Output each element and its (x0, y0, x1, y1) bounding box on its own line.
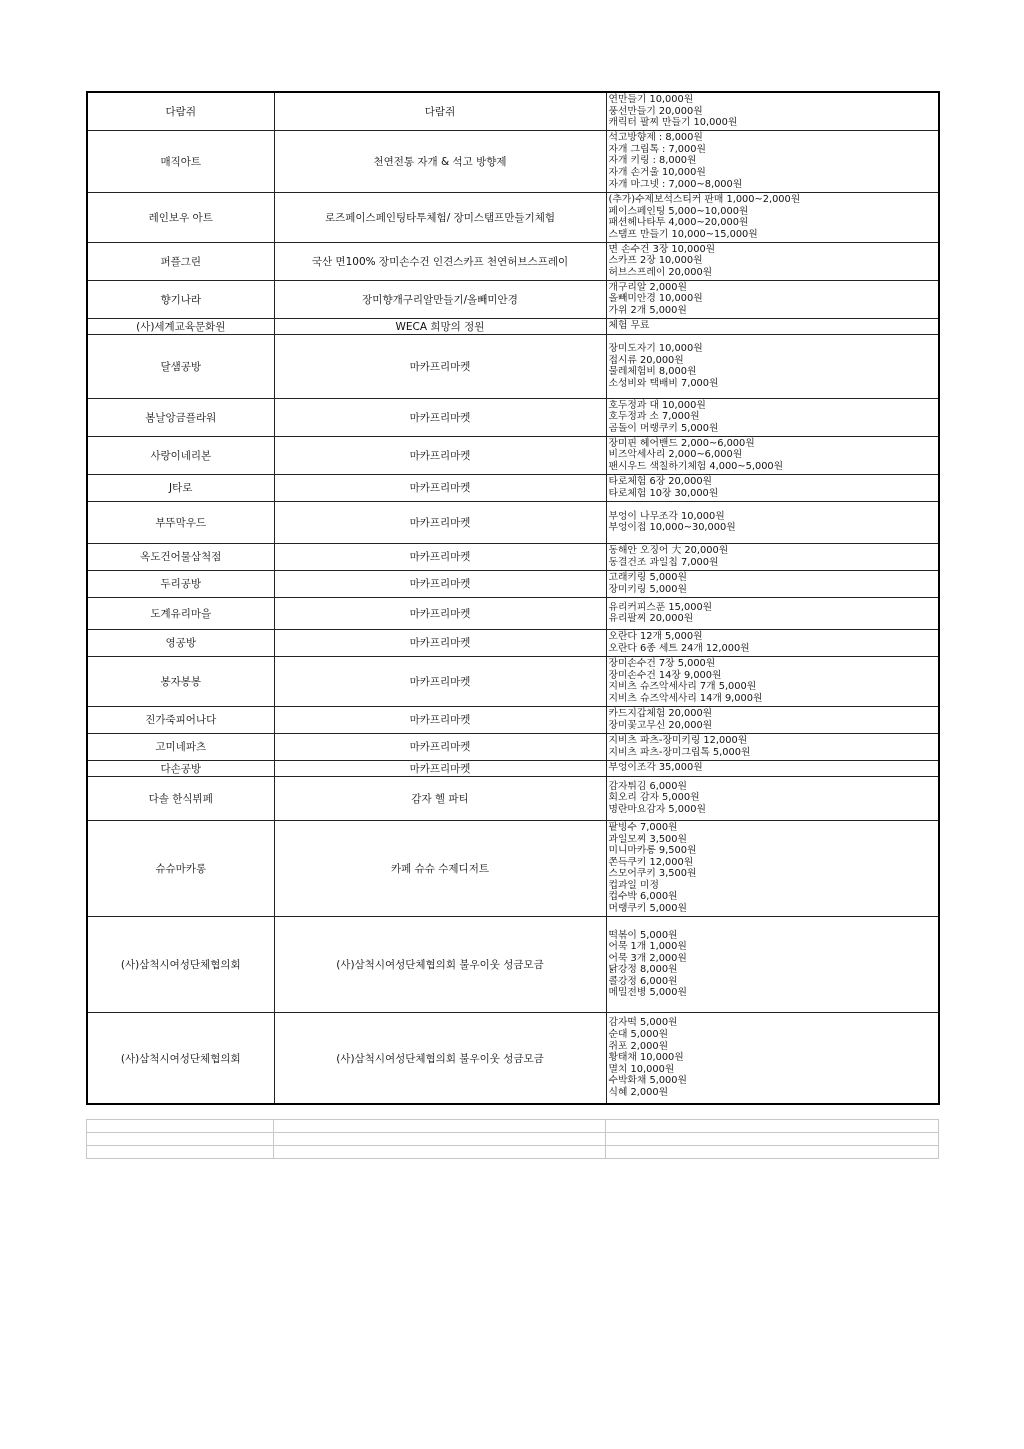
table-row (87, 597, 939, 629)
price-item: 부엉이조각 35,000원 (608, 762, 703, 774)
price-item: 동해안 오징어 大 20,000원 (608, 545, 729, 557)
program-cell: 마카프리마켓 (274, 398, 606, 436)
table-row (87, 820, 939, 916)
table-row (87, 474, 939, 501)
empty-cell (87, 1120, 274, 1133)
empty-row (87, 1133, 939, 1146)
organization-cell: 봉자봉봉 (87, 656, 274, 706)
organization-cell: 봄날앙금플라워 (87, 398, 274, 436)
price-item: 메밀전병 5,000원 (608, 987, 687, 999)
price-item: 소성비와 택배비 7,000원 (608, 377, 719, 389)
price-item: 장미키링 5,000원 (608, 583, 687, 595)
price-item: 물레체험비 8,000원 (608, 366, 697, 378)
price-item: 쥐포 2,000원 (608, 1040, 669, 1052)
price-item: 타로체험 6장 20,000원 (608, 476, 713, 488)
table-row (87, 760, 939, 776)
program-cell: 마카프리마켓 (274, 570, 606, 597)
organization-cell: 다람쥐 (87, 92, 274, 130)
price-item: 수박화채 5,000원 (608, 1075, 687, 1087)
empty-cell (274, 1146, 606, 1159)
program-cell: 마카프리마켓 (274, 501, 606, 543)
organization-cell: (사)삼척시여성단체협의회 (87, 1012, 274, 1104)
price-item: 개구리알 2,000원 (608, 281, 687, 293)
program-cell: 마카프리마켓 (274, 543, 606, 570)
price-item: 팬시우드 색칠하기체험 4,000~5,000원 (608, 461, 784, 473)
organization-cell: 레인보우 아트 (87, 192, 274, 242)
price-item: 가위 2개 5,000원 (608, 305, 687, 317)
organization-cell: 도계유리마을 (87, 597, 274, 629)
price-item: 닭강정 8,000원 (608, 964, 678, 976)
price-list-cell (606, 436, 939, 474)
program-cell: (사)삼척시여성단체협의회 불우이웃 성금모금 (274, 1012, 606, 1104)
organization-cell: 사랑이네리본 (87, 436, 274, 474)
price-item: 머랭쿠키 5,000원 (608, 903, 687, 915)
program-cell: 마카프리마켓 (274, 334, 606, 398)
price-item: 올빼미안경 10,000원 (608, 293, 703, 305)
price-item: 장미꽃고무신 20,000원 (608, 719, 713, 731)
program-cell: 마카프리마켓 (274, 597, 606, 629)
program-cell: 마카프리마켓 (274, 629, 606, 656)
price-list-cell (606, 501, 939, 543)
table-row (87, 501, 939, 543)
price-item: 오란다 12개 5,000원 (608, 631, 703, 643)
price-item: 감자떡 5,000원 (608, 1017, 678, 1029)
empty-cell (606, 1146, 939, 1159)
table-row (87, 280, 939, 318)
price-item: 지비츠 슈즈악세사리 14개 9,000원 (608, 692, 763, 704)
price-item: 지비츠 슈즈악세사리 7개 5,000원 (608, 681, 757, 693)
price-item: 타로체험 10장 30,000원 (608, 487, 719, 499)
empty-cell (87, 1133, 274, 1146)
price-list-cell (606, 130, 939, 192)
price-item: 미니마카롱 9,500원 (608, 845, 697, 857)
program-cell: 마카프리마켓 (274, 436, 606, 474)
table-row (87, 570, 939, 597)
table-row (87, 543, 939, 570)
price-list-cell (606, 776, 939, 820)
price-item: 어묵 3개 2,000원 (608, 952, 687, 964)
table-row (87, 656, 939, 706)
price-item: 패션헤나타투 4,000~20,000원 (608, 217, 749, 229)
price-list-cell (606, 192, 939, 242)
table-row (87, 629, 939, 656)
empty-rows (86, 1119, 939, 1159)
empty-row (87, 1120, 939, 1133)
table-row (87, 242, 939, 280)
price-list-cell (606, 242, 939, 280)
price-item: 스모어쿠키 3,500원 (608, 868, 697, 880)
price-item: (추가)수제보석스티커 판매 1,000~2,000원 (608, 194, 801, 206)
price-item: 허브스프레이 20,000원 (608, 267, 713, 279)
price-item: 지비츠 파츠-장미키링 12,000원 (608, 735, 748, 747)
organization-cell: 두리공방 (87, 570, 274, 597)
price-item: 스카프 2장 10,000원 (608, 255, 703, 267)
price-item: 회오리 감자 5,000원 (608, 792, 700, 804)
price-item: 자개 손거울 10,000원 (608, 167, 706, 179)
price-list-cell (606, 733, 939, 760)
program-cell: 다람쥐 (274, 92, 606, 130)
price-item: 유리팔찌 20,000원 (608, 613, 694, 625)
organization-cell: J타로 (87, 474, 274, 501)
table-row (87, 334, 939, 398)
price-item: 체험 무료 (608, 320, 650, 332)
program-cell: (사)삼척시여성단체협의회 불우이웃 성금모금 (274, 916, 606, 1012)
price-item: 동결건조 과일칩 7,000원 (608, 556, 719, 568)
price-item: 카드지갑체험 20,000원 (608, 708, 713, 720)
price-list-cell (606, 656, 939, 706)
table-row (87, 776, 939, 820)
price-item: 스탬프 만들기 10,000~15,000원 (608, 228, 758, 240)
program-cell: 장미향개구리알만들기/올빼미안경 (274, 280, 606, 318)
empty-cell (274, 1133, 606, 1146)
price-list-cell (606, 474, 939, 501)
price-list-cell (606, 280, 939, 318)
organization-cell: 다손공방 (87, 760, 274, 776)
program-cell: 마카프리마켓 (274, 733, 606, 760)
price-item: 유리커피스푼 15,000원 (608, 601, 713, 613)
table-row (87, 318, 939, 334)
price-list-cell (606, 318, 939, 334)
price-item: 페이스페인팅 5,000~10,000원 (608, 205, 749, 217)
price-item: 순대 5,000원 (608, 1029, 669, 1041)
organization-cell: 향기나라 (87, 280, 274, 318)
price-item: 곰돌이 머랭쿠키 5,000원 (608, 423, 719, 435)
price-item: 장미손수건 7장 5,000원 (608, 658, 716, 670)
price-item: 풍선만들기 20,000원 (608, 105, 703, 117)
table-row (87, 436, 939, 474)
price-item: 호두정과 대 10,000원 (608, 399, 706, 411)
program-cell: 로즈페이스페인팅타투체험/ 장미스탬프만들기체험 (274, 192, 606, 242)
price-list-cell (606, 597, 939, 629)
price-item: 콜강정 6,000원 (608, 975, 678, 987)
price-item: 식혜 2,000원 (608, 1087, 669, 1099)
price-item: 고래키링 5,000원 (608, 572, 687, 584)
price-list-cell (606, 629, 939, 656)
organization-cell: 달샘공방 (87, 334, 274, 398)
price-list-cell (606, 1012, 939, 1104)
price-list-cell (606, 570, 939, 597)
price-item: 팥빙수 7,000원 (608, 821, 678, 833)
organization-cell: 진가죽피어나다 (87, 706, 274, 733)
organization-cell: 영공방 (87, 629, 274, 656)
price-item: 장미핀 헤어밴드 2,000~6,000원 (608, 437, 755, 449)
table-row (87, 92, 939, 130)
price-item: 쫀득쿠키 12,000원 (608, 856, 694, 868)
price-item: 장미도자기 10,000원 (608, 343, 703, 355)
empty-cell (606, 1120, 939, 1133)
price-item: 떡볶이 5,000원 (608, 929, 678, 941)
price-item: 캐릭터 팔찌 만들기 10,000원 (608, 117, 738, 129)
empty-row (87, 1146, 939, 1159)
program-cell: 마카프리마켓 (274, 706, 606, 733)
price-item: 호두정과 소 7,000원 (608, 411, 700, 423)
price-item: 면 손수건 3장 10,000원 (608, 243, 716, 255)
price-item: 자개 마그넷 : 7,000~8,000원 (608, 178, 743, 190)
price-list-cell (606, 820, 939, 916)
price-item: 컵수박 6,000원 (608, 891, 678, 903)
organization-cell: 옥도건어물삼척점 (87, 543, 274, 570)
price-item: 자개 그립톡 : 7,000원 (608, 143, 706, 155)
organization-cell: 매직아트 (87, 130, 274, 192)
organization-cell: 퍼플그린 (87, 242, 274, 280)
table-row (87, 706, 939, 733)
table-row (87, 733, 939, 760)
table-body (87, 92, 939, 1104)
program-cell: 마카프리마켓 (274, 474, 606, 501)
price-item: 접시류 20,000원 (608, 354, 684, 366)
table-row (87, 916, 939, 1012)
price-list-cell (606, 543, 939, 570)
organization-cell: 고미네파츠 (87, 733, 274, 760)
empty-cell (606, 1133, 939, 1146)
organization-cell: 부뚜막우드 (87, 501, 274, 543)
price-item: 어묵 1개 1,000원 (608, 941, 687, 953)
program-cell: WECA 희망의 정원 (274, 318, 606, 334)
price-item: 석고방향제 : 8,000원 (608, 132, 703, 144)
price-item: 자개 키링 : 8,000원 (608, 155, 697, 167)
program-cell: 마카프리마켓 (274, 656, 606, 706)
price-list-cell (606, 334, 939, 398)
organization-cell: (사)세계교육문화원 (87, 318, 274, 334)
table-row (87, 398, 939, 436)
price-list-cell (606, 916, 939, 1012)
price-item: 부엉이접 10,000~30,000원 (608, 522, 736, 534)
price-item: 부엉이 나무조각 10,000원 (608, 510, 725, 522)
organization-cell: 슈슈마카롱 (87, 820, 274, 916)
organization-cell: (사)삼척시여성단체협의회 (87, 916, 274, 1012)
price-item: 컵과일 미정 (608, 879, 659, 891)
price-list-cell (606, 398, 939, 436)
vendor-price-table (86, 91, 940, 1105)
price-item: 명란마요감자 5,000원 (608, 804, 706, 816)
table-row (87, 130, 939, 192)
organization-cell: 다솔 한식뷔페 (87, 776, 274, 820)
empty-cell (87, 1146, 274, 1159)
price-item: 연만들기 10,000원 (608, 94, 694, 105)
price-item: 지비츠 파츠-장미그립톡 5,000원 (608, 746, 751, 758)
price-item: 장미손수건 14장 9,000원 (608, 669, 722, 681)
price-list-cell (606, 760, 939, 776)
program-cell: 감자 헬 파티 (274, 776, 606, 820)
price-list-cell (606, 92, 939, 130)
price-item: 황태채 10,000원 (608, 1052, 684, 1064)
program-cell: 천연전통 자개 & 석고 방향제 (274, 130, 606, 192)
table-row (87, 192, 939, 242)
empty-cell (274, 1120, 606, 1133)
price-list-cell (606, 706, 939, 733)
program-cell: 마카프리마켓 (274, 760, 606, 776)
price-item: 과일모찌 3,500원 (608, 833, 687, 845)
program-cell: 카페 슈슈 수제디저트 (274, 820, 606, 916)
price-item: 비즈악세사리 2,000~6,000원 (608, 449, 743, 461)
program-cell: 국산 면100% 장미손수건 인견스카프 천연허브스프레이 (274, 242, 606, 280)
table-row (87, 1012, 939, 1104)
price-item: 감자튀김 6,000원 (608, 780, 687, 792)
price-item: 오란다 6종 세트 24개 12,000원 (608, 642, 750, 654)
price-item: 멸치 10,000원 (608, 1063, 675, 1075)
